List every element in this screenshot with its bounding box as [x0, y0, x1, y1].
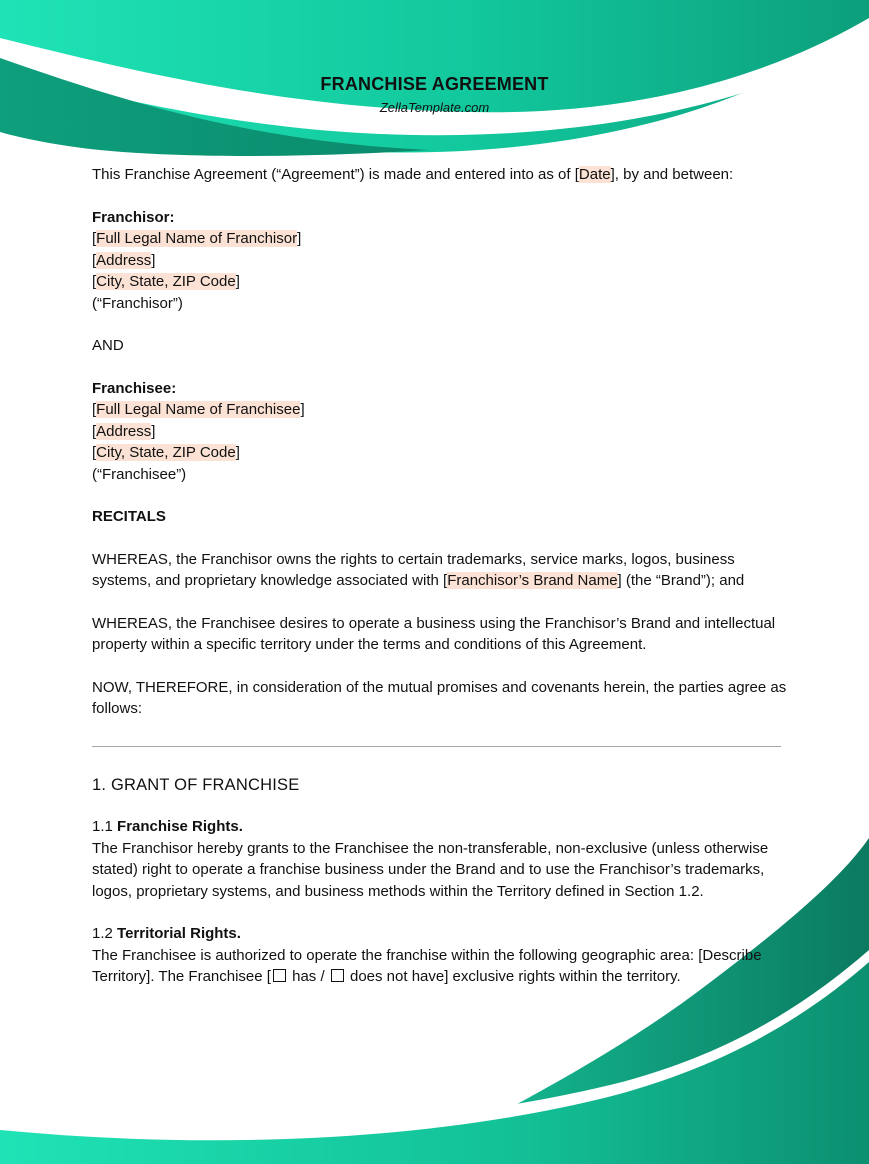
has-exclusive-checkbox[interactable]: [273, 969, 286, 982]
subsection-1-1-number: 1.1: [92, 818, 118, 835]
recital-1-text-after: ] (the “Brand”); and: [617, 572, 745, 589]
franchisor-address-placeholder[interactable]: Address: [96, 251, 152, 269]
recital-paragraph-2: WHEREAS, the Franchisee desires to operate a business using the Franchisor’s Brand and intellectual property within a specific territory under the terms and conditions of this Agreement.: [92, 614, 776, 653]
section-1-title: 1. GRANT OF FRANCHISE: [92, 775, 300, 794]
document-header: [0, 74, 869, 115]
subsection-1-2-number: 1.2: [92, 925, 118, 942]
document-title: FRANCHISE AGREEMENT: [320, 74, 549, 94]
has-option-label: has /: [287, 968, 329, 985]
franchisor-name-placeholder[interactable]: Full Legal Name of Franchisor: [96, 230, 298, 247]
franchisor-city-line: [City, State, ZIP Code]: [92, 273, 240, 290]
does-not-have-exclusive-checkbox[interactable]: [331, 969, 344, 982]
franchisor-heading: Franchisor:: [92, 208, 175, 226]
document-body: [92, 164, 792, 988]
does-not-have-option-label: does not have] exclusive rights within the territory.: [345, 968, 681, 985]
and-separator: AND: [92, 337, 124, 354]
subsection-1-1-heading: [92, 816, 792, 838]
subsection-1-2-text: [92, 945, 792, 988]
franchisee-address-line: [Address]: [92, 422, 156, 440]
intro-text-after: ], by and between:: [610, 166, 734, 183]
franchisor-name-line: [Full Legal Name of Franchisor]: [92, 230, 302, 247]
franchisee-name-line: [Full Legal Name of Franchisee]: [92, 401, 305, 418]
franchisee-alias: (“Franchisee”): [92, 465, 187, 483]
subsection-1-2-title: Territorial Rights.: [117, 925, 241, 942]
intro-text-before: This Franchise Agreement (“Agreement”) is made and entered into as of [: [92, 166, 579, 183]
date-placeholder[interactable]: Date: [578, 166, 611, 183]
recital-paragraph-1: [92, 549, 792, 592]
recital-1-text-before: WHEREAS, the Franchisor owns the rights to certain trademarks, service marks, logos, business systems, and proprietary knowledge associated with [: [92, 550, 735, 589]
franchisor-alias: (“Franchisor”): [92, 294, 183, 312]
subsection-1-1-title: Franchise Rights.: [117, 818, 243, 835]
subsection-1-1-text: The Franchisor hereby grants to the Franchisee the non-transferable, non-exclusive (unless otherwise stated) right to operate a franchise business under the Brand and to use the Franchisor’s trademarks, logos, proprietary systems, and business methods within the Territory defined in Section 1.2.: [92, 839, 769, 900]
franchisee-address-placeholder[interactable]: Address: [96, 422, 152, 440]
franchisee-city-placeholder[interactable]: City, State, ZIP Code: [96, 444, 236, 461]
franchisee-name-placeholder[interactable]: Full Legal Name of Franchisee: [96, 401, 301, 418]
subsection-1-2-text-a: The Franchisee is authorized to operate the franchise within the following geographic area: [Describe Territory]. The Franchisee [: [92, 946, 762, 985]
recitals-heading: RECITALS: [92, 508, 166, 525]
franchisee-heading: Franchisee:: [92, 379, 177, 397]
franchisee-city-line: [City, State, ZIP Code]: [92, 444, 240, 461]
franchisor-address-line: [Address]: [92, 251, 156, 269]
franchisor-city-placeholder[interactable]: City, State, ZIP Code: [96, 273, 236, 290]
intro-paragraph: [92, 164, 792, 186]
brand-name-placeholder[interactable]: Franchisor’s Brand Name: [447, 572, 618, 589]
document-subtitle: ZellaTemplate.com: [379, 100, 490, 115]
section-divider: [92, 746, 781, 747]
recital-paragraph-3: NOW, THEREFORE, in consideration of the mutual promises and covenants herein, the parties agree as follows:: [92, 678, 787, 717]
subsection-1-2-heading: [92, 923, 792, 945]
